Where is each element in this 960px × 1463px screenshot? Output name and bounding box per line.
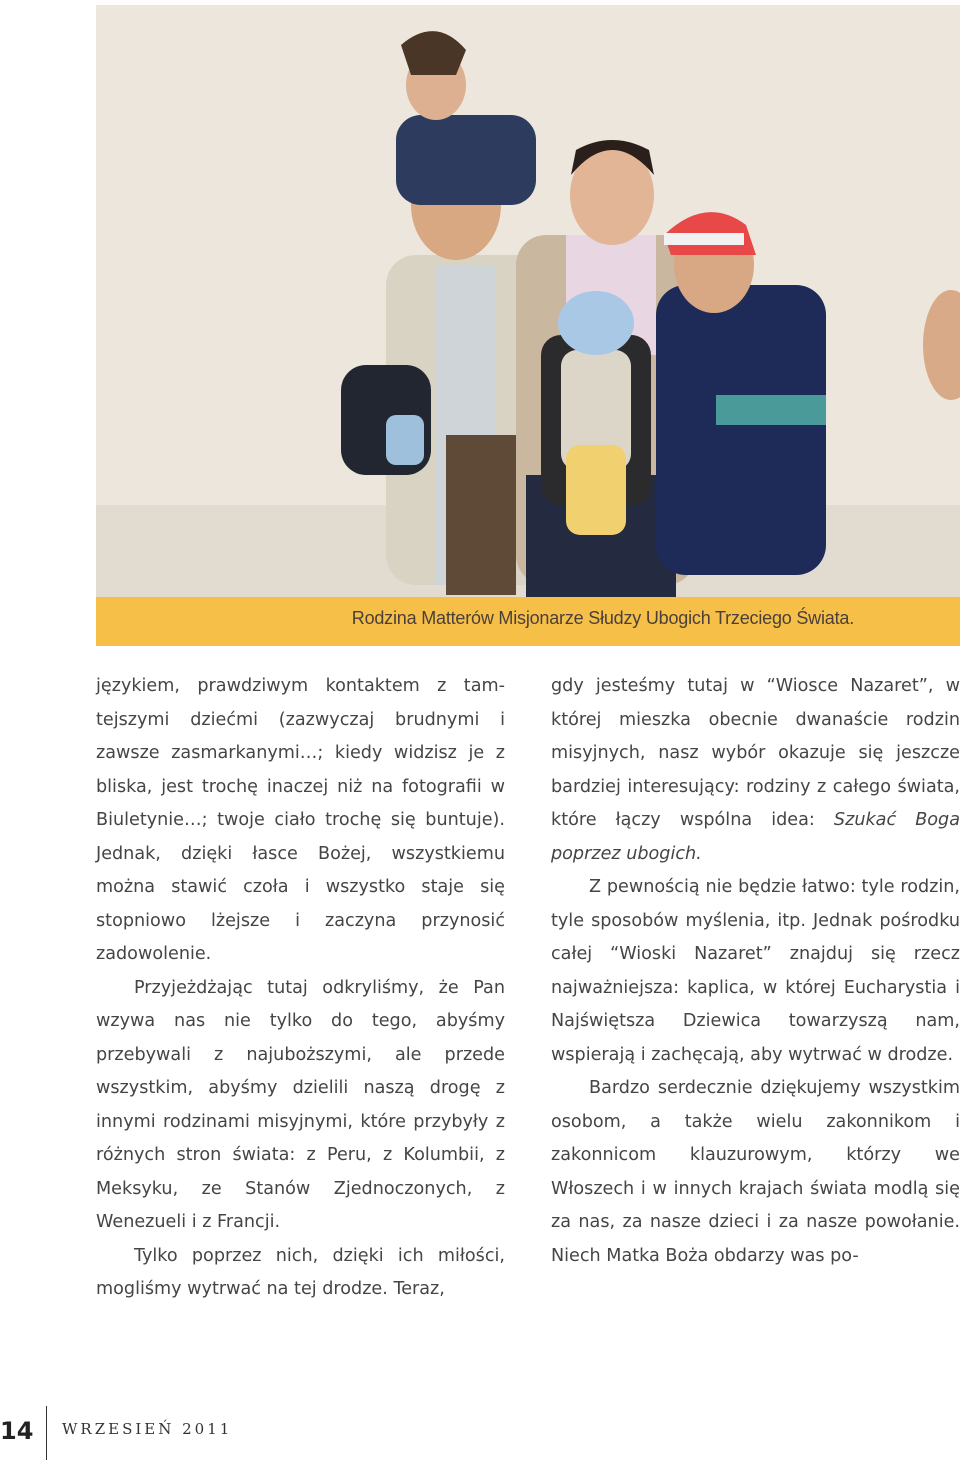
left-column [96,670,505,1307]
left-paragraph-1: językiem, prawdziwym kontaktem z tamtejszymi dziećmi (zazwyczaj brudnymi i zawsze zasmarkanymi…; kiedy widzisz je z bliska, jest trochę inaczej niż na fotografii w Biuletynie…; twoje ciało trochę się buntuje). Jednak, dzięki łasce Bożej, wszystkiemu można stawić czoła i wszystko staje się stopniowo lżejsze i zaczyna przynosić zadowolenie. [96,676,505,964]
family-photo [96,5,960,597]
right-paragraph-3: Bardzo serdecznie dziękujemy wszystkim osobom, a także wielu zakonnikom i zakonnicom klauzurowym, którzy we Włoszech i w innych krajach świata modlą się za nas, za nasze dzieci i za nasze powołanie. Niech Matka Boża obdarzy was po- [551,1078,960,1266]
right-paragraph-1-italic: Szukać Boga poprzez ubogich. [551,810,960,864]
right-column [551,670,960,1273]
left-paragraph-3: Tylko poprzez nich, dzięki ich miłości, mogliśmy wytrwać na tej drodze. Teraz, [96,1245,505,1299]
right-paragraph-1 [551,670,960,871]
page-number: 14 [0,1417,34,1445]
right-paragraph-1-text: gdy jesteśmy tutaj w “Wiosce Nazaret”, w której mieszka obecnie dwanaście rodzin misyjnych, nasz wybór okazuje się jeszcze bardziej interesujący: rodziny z całego świata, które łączy wspólna idea: [551,676,960,830]
photo-caption-bar [96,597,960,646]
issue-date: WRZESIEŃ 2011 [62,1420,233,1438]
family-photo-illustration [96,5,960,597]
photo-caption: Rodzina Matterów Misjonarze Słudzy Ubogich Trzeciego Świata. [351,608,854,628]
left-paragraph-2: Przyjeżdżając tutaj odkryliśmy, że Pan wzywa nas nie tylko do tego, abyśmy przebywali z najuboższymi, ale przede wszystkim, abyśmy dzielili naszą drogę z innymi rodzinami misyjnymi, które przybyły z różnych stron świata: z Peru, z Kolumbii, z Meksyku, ze Stanów Zjednoczonych, z Wenezueli i z Francji. [96,977,505,1232]
page-footer [0,1400,960,1463]
right-paragraph-2: Z pewnością nie będzie łatwo: tyle rodzin, tyle sposobów myślenia, itp. Jednak pośrodku całej “Wioski Nazaret” znajduj się rzecz najważniejsza: kaplica, w której Eucharystia i Najświętsza Dziewica towarzyszą nam, wspierają i zachęcają, aby wytrwać w drodze. [551,877,960,1065]
footer-divider [46,1406,47,1460]
